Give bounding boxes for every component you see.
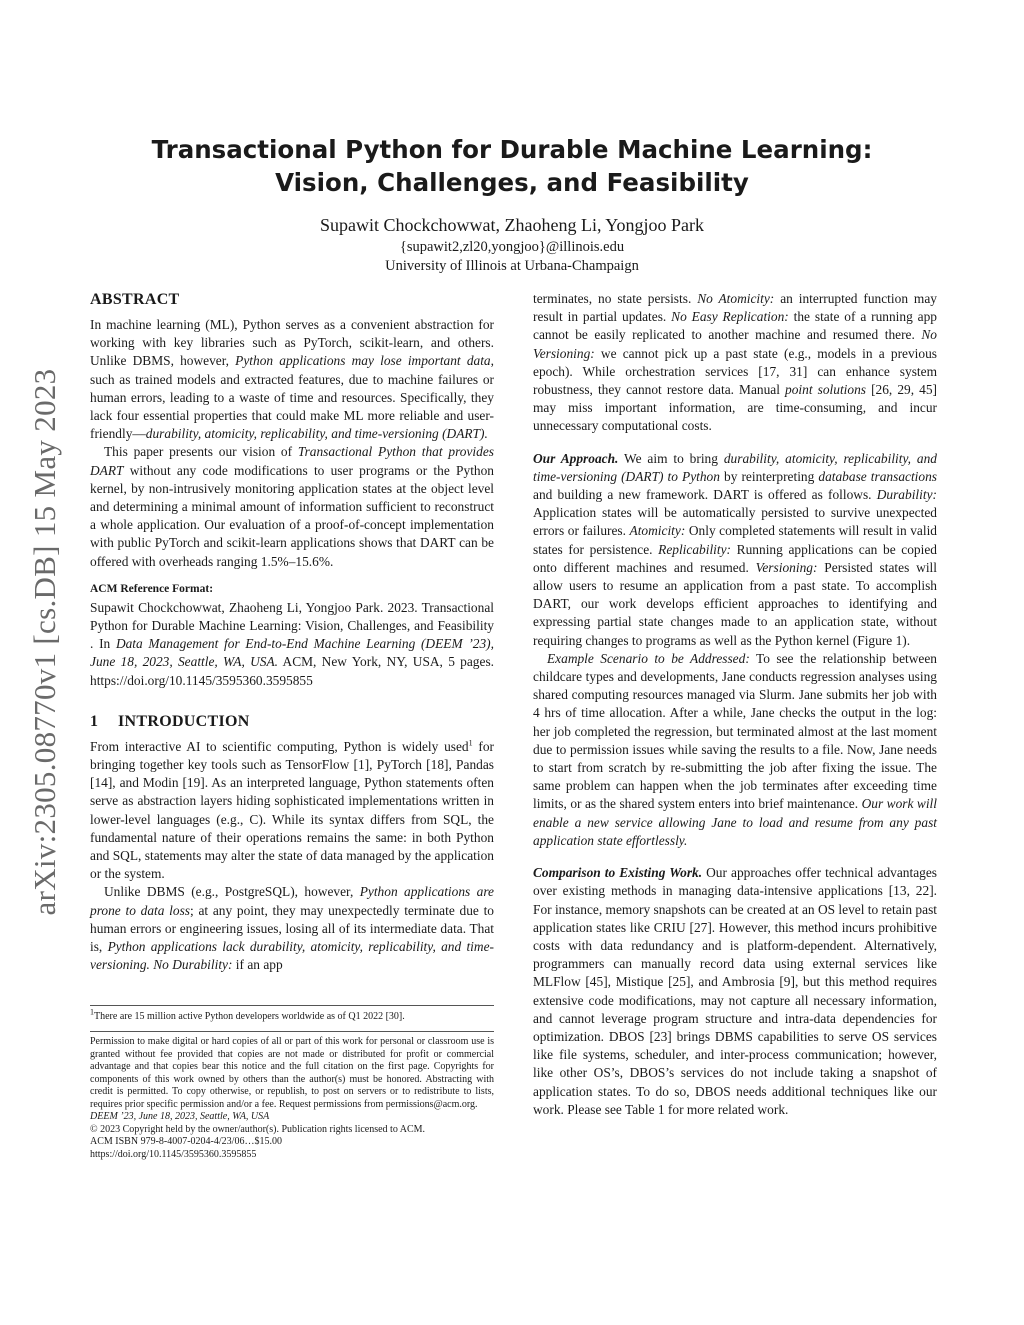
footnote-marker: 1 <box>468 738 473 748</box>
comparison-paragraph: Comparison to Existing Work. Our approaches offer technical advantages over existing methods in managing data-intensive applications [13, 22]. For instance, memory snapshots can be created at an OS level to retain past application states like CRIU [27]. However, this method incurs prohibitive costs with data redundancy and is platform-dependent. Alternatively, programmers can manually record data using external services like MLFlow [45], Mistique [25], and Ambrosia [9], but this method requires extensive code modifications, may not capture all necessary information, and cannot leverage program structure and intra-data dependencies for optimization. DBOS [23] brings DBMS capabilities to serve OS services like file systems, scheduler, and inter-process communication; however, like other OS’s, DBOS’s services do not include taking a snapshot of application states. To do so, DBOS needs additional techniques like our work. Please see Table 1 for more related work. <box>533 865 938 1117</box>
institution: University of Illinois at Urbana-Champaign <box>385 258 639 274</box>
arxiv-identifier: arXiv:2305.08770v1 [cs.DB] 15 May 2023 <box>27 368 62 916</box>
example-scenario-paragraph: Example Scenario to be Addressed: To see the relationship between childcare types and developments, Jane conducts regression analyses using shared computing resources managed via Slurm. Jane submits her job with 4 hrs of time allocation. After a while, Jane checks the output in the log: her job completed the regression, but terminated almost at the last moment due to permission issues while saving the results to a file. Now, Jane needs to start from scratch by re-submitting the job after fixing the issue. The same problem can happen when the job terminates after exceeding time limits, or as the shared system enters into brief maintenance. Our work will enable a new service allowing Jane to load and resume from any past application state effortlessly. <box>533 650 937 848</box>
title-line-1: Transactional Python for Durable Machine Learning: <box>151 135 873 164</box>
doi-line[interactable]: https://doi.org/10.1145/3595360.3595855 <box>90 1148 257 1160</box>
copyright-line: © 2023 Copyright held by the owner/author(s). Publication rights licensed to ACM. <box>90 1123 426 1135</box>
intro-paragraph-2: Unlike DBMS (e.g., PostgreSQL), however, Python applications are prone to data loss; at any point, they may unexpectedly terminate due to human errors or engineering issues, losing all of its intermediate data. That is, Python applications lack durability, atomicity, replicability, and time-versioning. No Durability: if an app <box>90 884 495 973</box>
section-title: INTRODUCTION <box>118 712 250 730</box>
permission-block <box>90 1036 494 1161</box>
permission-text: Permission to make digital or hard copies of all or part of this work for personal or classroom use is granted without fee provided that copies are not made or distributed for profit or commercial advantage and that copies bear this notice and the full citation on the first page. Copyrights for components of this work owned by others than the author(s) must be honored. Abstracting with credit is permitted. To copy otherwise, or republish, to post on servers or to redistribute to lists, requires prior specific permission and/or a fee. Request permissions from permissions@acm.org. <box>90 1036 494 1110</box>
isbn-line: ACM ISBN 979-8-4007-0204-4/23/06…$15.00 <box>90 1136 282 1147</box>
comparison-heading: Comparison to Existing Work. <box>533 865 703 881</box>
abstract-paragraph-2: This paper presents our vision of Transactional Python that provides DART without any code modifications to user programs or the Python kernel, by non-intrusively monitoring application states at the object level and determining a minimal amount of information sufficient to reconstruct a whole application. Our evaluation of a proof-of-concept implementation with public PyTorch and scikit-learn applications shows that DART can be offered with overheads ranging 1.5%–15.6%. <box>90 444 494 569</box>
acm-reference-text: Supawit Chockchowwat, Zhaoheng Li, Yongjoo Park. 2023. Transactional Python for Durable Machine Learning: Vision, Challenges, and Feasibility . In Data Management for End-to-End Machine Learning (DEEM ’23), June 18, 2023, Seattle, WA, USA. ACM, New York, NY, USA, 5 pages. https://doi.org/10.1145/3595360.3595855 <box>90 599 495 688</box>
paper-title <box>90 133 934 199</box>
title-line-2: Vision, Challenges, and Feasibility <box>275 168 749 197</box>
arxiv-sidebar <box>25 342 65 942</box>
abstract-heading: ABSTRACT <box>90 291 180 308</box>
intro-paragraph-continued: terminates, no state persists. No Atomicity: an interrupted function may result in partial updates. No Easy Replication: the state of a running app cannot be easily replicated to another machine and resumed there. No Versioning: we cannot pick up a past state (e.g., models in a previous epoch). While orchestration services [17, 31] can enhance system robustness, they cannot restore data. Manual point solutions [26, 29, 45] may miss important information, are time-consuming, and incur unnecessary computational costs. <box>533 291 938 434</box>
footnote: $^1$There are 15 million active Python developers worldwide as of Q1 2022 [30]. <box>90 1005 494 1023</box>
left-column <box>90 290 494 975</box>
right-column <box>533 290 937 1119</box>
venue-line: DEEM ’23, June 18, 2023, Seattle, WA, USA <box>90 1111 270 1122</box>
our-approach-paragraph: Our Approach. We aim to bring durability, atomicity, replicability, and time-versioning (DART) to Python by reinterpreting database transactions and building a new framework. DART is offered as follows. Durability: Application states will be automatically persisted to survive unexpected errors or failures. Atomicity: Only completed statements will result in valid states for persistence. Replicability: Running applications can be copied onto different machines and resumed. Versioning: Persisted states will allow users to resume an application from a past state. To accomplish DART, our work develops efficient approaches to identifying and expressing partial state changes made to an application state, without requiring changes to programs as well as the Python kernel (Figure 1). <box>533 450 938 648</box>
our-approach-heading: Our Approach. <box>533 450 619 466</box>
author-affiliation <box>90 238 934 276</box>
section-heading-introduction <box>90 712 494 732</box>
section-number: 1 <box>90 712 99 730</box>
abstract-paragraph-1: In machine learning (ML), Python serves as a convenient abstraction for working with key libraries such as PyTorch, scikit-learn, and others. Unlike DBMS, however, Python applications may lose important data, such as trained models and extracted features, due to machine failures or human errors, leading to a waste of time and resources. Specifically, they lack four essential properties that could make ML more reliable and user-friendly—durability, atomicity, replicability, and time-versioning (DART). <box>90 317 494 442</box>
author-email: {supawit2,zl20,yongjoo}@illinois.edu <box>399 239 625 255</box>
intro-paragraph-1: From interactive AI to scientific computing, Python is widely used$^1$ for bringing together key tools such as TensorFlow [1], PyTorch [18], Pandas [14], and Modin [19]. As an interpreted language, Python statements often serve as abstraction layers hiding sophisticated implementations written in lower-level languages (e.g., C). While its syntax differs from SQL, the fundamental nature of their operations remains the same: in both Python and SQL, statements may alter the state of data managed by the application or the system. <box>90 738 495 882</box>
acm-reference-heading: ACM Reference Format: <box>90 582 214 595</box>
permission-divider <box>90 1031 494 1032</box>
author-list: Supawit Chockchowwat, Zhaoheng Li, Yongjoo Park <box>320 215 704 235</box>
